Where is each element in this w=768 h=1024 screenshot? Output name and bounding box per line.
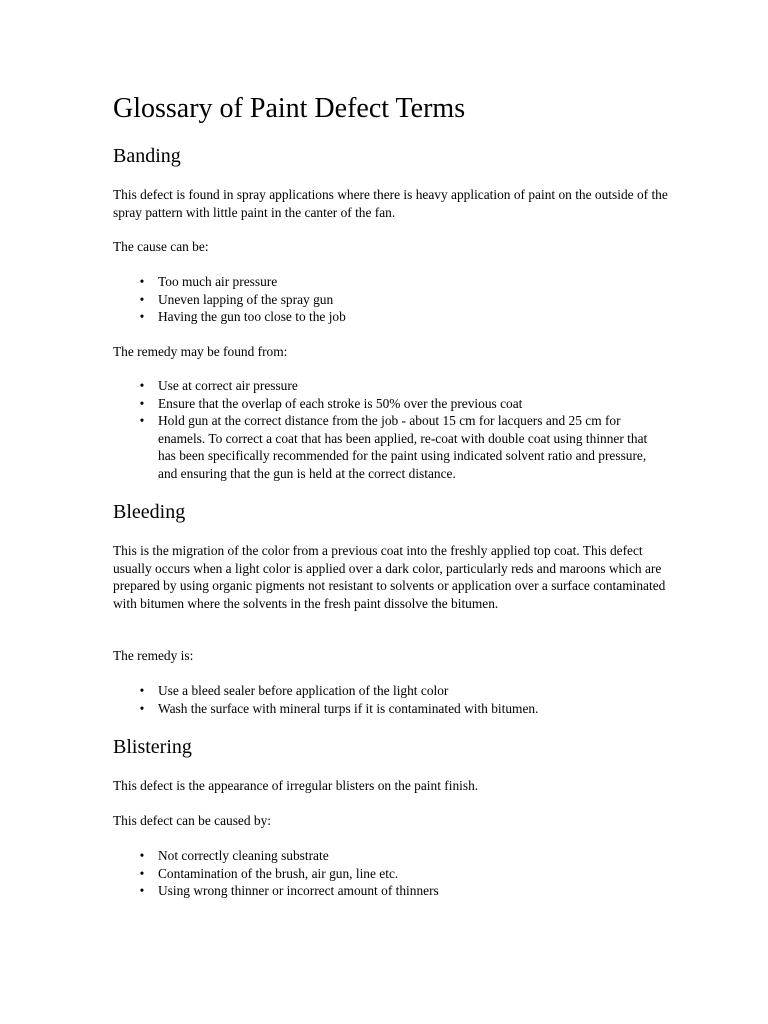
bullet-icon: •: [139, 413, 145, 428]
blistering-cause-label: This defect can be caused by:: [113, 813, 272, 828]
bleeding-remedy-label: The remedy is:: [113, 648, 194, 663]
bullet-icon: •: [139, 700, 145, 716]
blistering-intro: This defect is the appearance of irregular blisters on the paint finish.: [113, 778, 479, 793]
bullet-icon: •: [139, 683, 145, 698]
page-title: Glossary of Paint Defect Terms: [113, 93, 466, 124]
bullet-icon: •: [139, 274, 145, 289]
list-item: • Contamination of the brush, air gun, line etc.: [113, 865, 668, 883]
list-item: • Uneven lapping of the spray gun: [113, 291, 668, 309]
banding-remedies-list: [113, 377, 668, 482]
bullet-icon: •: [139, 883, 145, 898]
list-item: • Too much air pressure: [113, 273, 668, 291]
list-item: • Using wrong thinner or incorrect amount of thinners: [113, 882, 668, 900]
section-heading-banding: Banding: [113, 145, 181, 167]
bullet-icon: •: [139, 865, 145, 881]
bullet-icon: •: [139, 848, 145, 863]
bullet-icon: •: [139, 395, 145, 411]
bullet-icon: •: [139, 291, 145, 307]
list-item: • Use a bleed sealer before application of the light color: [113, 682, 668, 700]
section-heading-bleeding: Bleeding: [113, 501, 186, 523]
list-item: • Hold gun at the correct distance from the job - about 15 cm for lacquers and 25 cm for enamels. To correct a coat that has been applied, re-coat with double coat using thinner that has been specifically recommended for the paint using indicated solvent ratio and pressure, and ensuring that the gun is held at the correct distance.: [113, 412, 668, 482]
bullet-icon: •: [139, 378, 145, 393]
list-item: • Having the gun too close to the job: [113, 308, 668, 326]
blistering-causes-list: [113, 847, 668, 900]
banding-remedy-label: The remedy may be found from:: [113, 344, 288, 359]
section-heading-blistering: Blistering: [113, 736, 192, 758]
banding-cause-label: The cause can be:: [113, 239, 209, 254]
list-item: • Wash the surface with mineral turps if it is contaminated with bitumen.: [113, 700, 668, 718]
list-item: • Ensure that the overlap of each stroke is 50% over the previous coat: [113, 395, 668, 413]
bleeding-intro: This is the migration of the color from a previous coat into the freshly applied top coat. This defect usually occurs when a light color is applied over a dark color, particularly reds and maroons which are prepared by using organic pigments not resistant to solvents or application over a surface contaminated with bitumen where the solvents in the fresh paint dissolve the bitumen.: [113, 543, 666, 611]
banding-intro: This defect is found in spray applications where there is heavy application of paint on the outside of the spray pattern with little paint in the canter of the fan.: [113, 187, 668, 220]
banding-causes-list: [113, 273, 668, 326]
bleeding-remedies-list: [113, 682, 668, 717]
list-item: • Use at correct air pressure: [113, 377, 668, 395]
bullet-icon: •: [139, 309, 145, 324]
list-item: • Not correctly cleaning substrate: [113, 847, 668, 865]
